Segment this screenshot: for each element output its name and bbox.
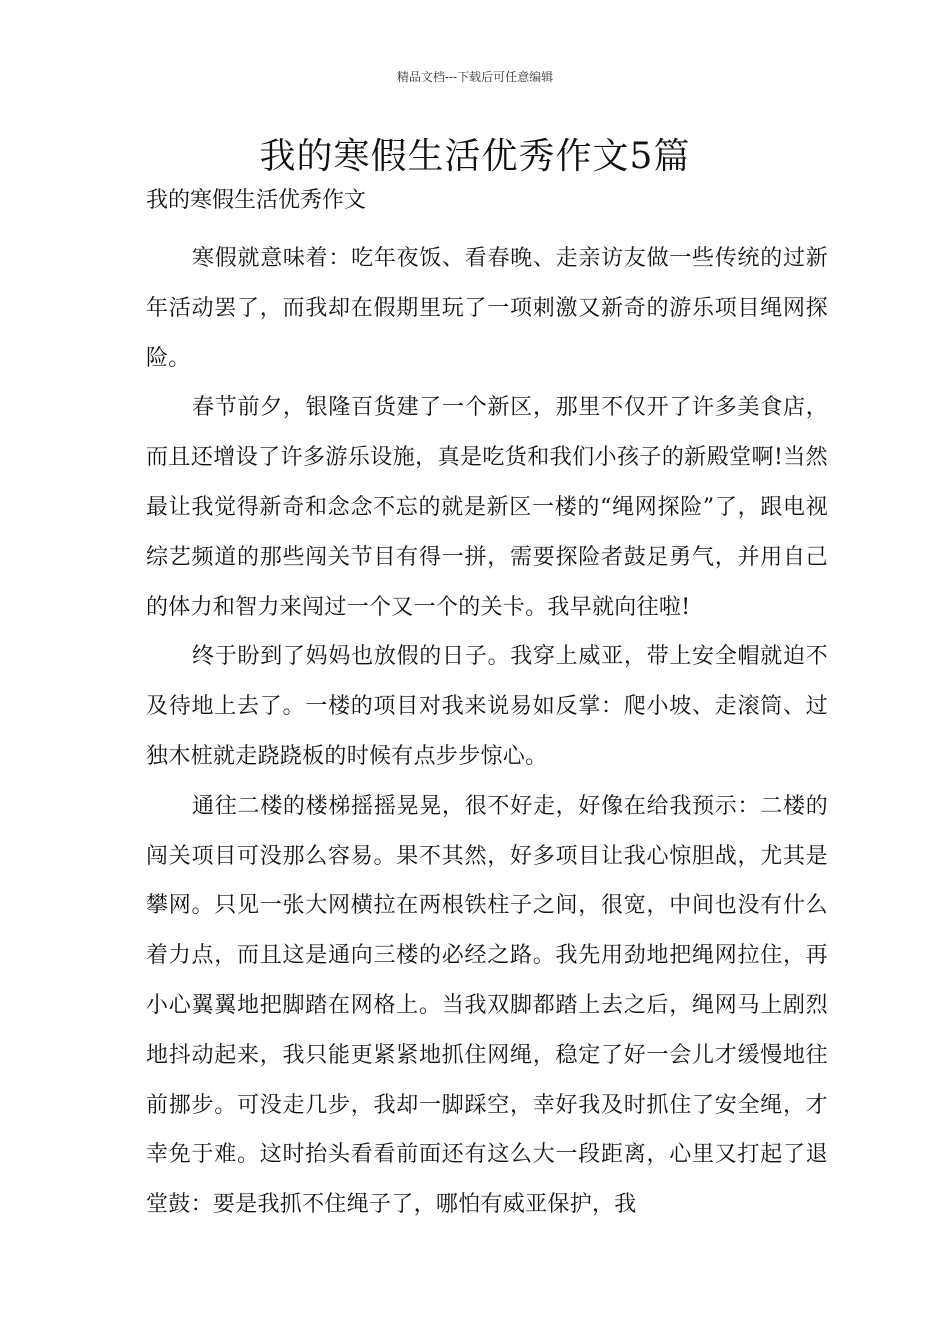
document-body (146, 186, 828, 1230)
paragraph-1: 寒假就意味着：吃年夜饭、看春晚、走亲访友做一些传统的过新年活动罢了，而我却在假期里玩了一项刺激又新奇的游乐项目绳网探险。 (146, 246, 828, 371)
article-subtitle: 我的寒假生活优秀作文 (146, 188, 367, 213)
header-note: 精品文档---下载后可任意编辑 (396, 70, 554, 84)
paragraph-3: 终于盼到了妈妈也放假的日子。我穿上威亚，带上安全帽就迫不及待地上去了。一楼的项目对我来说易如反掌：爬小坡、走滚筒、过独木桩就走跷跷板的时候有点步步惊心。 (146, 644, 828, 769)
document-title: 我的寒假生活优秀作文5篇 (259, 136, 691, 177)
paragraph-2: 春节前夕，银隆百货建了一个新区，那里不仅开了许多美食店，而且还增设了许多游乐设施，真是吃货和我们小孩子的新殿堂啊!当然最让我觉得新奇和念念不忘的就是新区一楼的“绳网探险”了，跟电视综艺频道的那些闯关节目有得一拼，需要探险者鼓足勇气，并用自己的体力和智力来闯过一个又一个的关卡。我早就向往啦! (146, 395, 828, 620)
paragraph-4: 通往二楼的楼梯摇摇晃晃，很不好走，好像在给我预示：二楼的闯关项目可没那么容易。果不其然，好多项目让我心惊胆战，尤其是攀网。只见一张大网横拉在两根铁柱子之间，很宽，中间也没有什么着力点，而且这是通向三楼的必经之路。我先用劲地把绳网拉住，再小心翼翼地把脚踏在网格上。当我双脚都踏上去之后，绳网马上剧烈地抖动起来，我只能更紧紧地抓住网绳，稳定了好一会儿才缓慢地往前挪步。可没走几步，我却一脚踩空，幸好我及时抓住了安全绳，才幸免于难。这时抬头看看前面还有这么大一段距离，心里又打起了退堂鼓：要是我抓不住绳子了，哪怕有威亚保护，我 (146, 793, 828, 1218)
